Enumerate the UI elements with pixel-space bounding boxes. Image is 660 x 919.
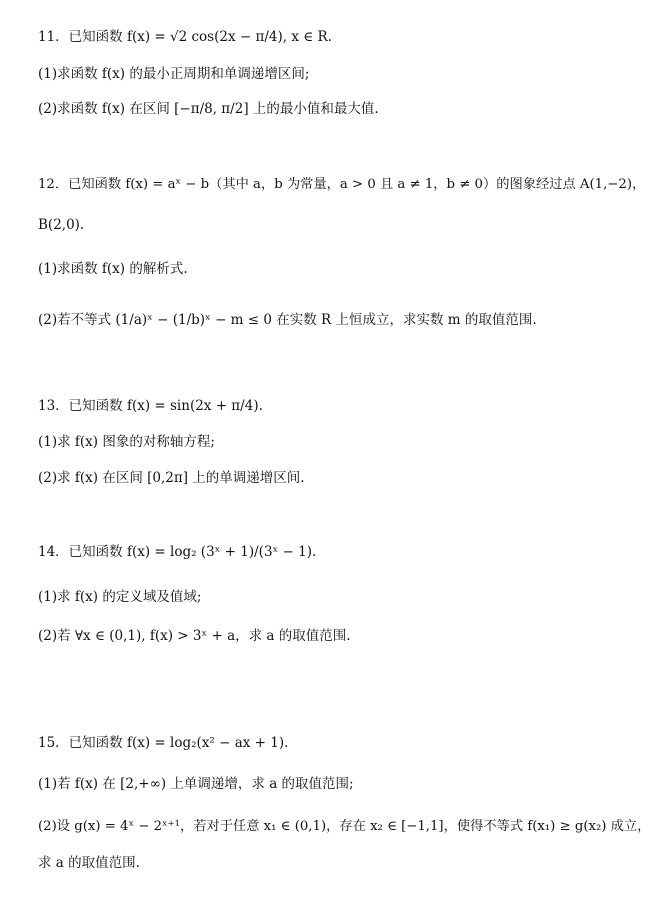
problem-15-stem: 15．已知函数 f(x) = log₂(x² − ax + 1). [38,735,289,751]
problem-11-part-1: (1)求函数 f(x) 的最小正周期和单调递增区间; [38,66,310,82]
problem-11-stem: 11．已知函数 f(x) = √2 cos(2x − π/4), x ∈ R. [38,29,332,45]
problem-14-part-1: (1)求 f(x) 的定义域及值域; [38,589,202,605]
problem-13-stem: 13．已知函数 f(x) = sin(2x + π/4). [38,398,263,414]
problem-15-part-1: (1)若 f(x) 在 [2,+∞) 上单调递增，求 a 的取值范围; [38,776,354,792]
problem-14-part-2: (2)若 ∀x ∈ (0,1), f(x) > 3ˣ + a，求 a 的取值范围. [38,628,351,644]
problem-13-part-2: (2)求 f(x) 在区间 [0,2π] 上的单调递增区间. [38,470,305,486]
problem-13-part-1: (1)求 f(x) 图象的对称轴方程; [38,434,215,450]
problem-12-part-1: (1)求函数 f(x) 的解析式. [38,261,188,277]
problem-15-part-2: (2)设 g(x) = 4ˣ − 2ˣ⁺¹，若对于任意 x₁ ∈ (0,1)，存在 x₂ ∈ [−1,1]，使得不等式 f(x₁) ≥ g(x₂) 成立， [38,819,651,834]
problem-11-part-2: (2)求函数 f(x) 在区间 [−π/8, π/2] 上的最小值和最大值. [38,101,379,117]
problem-12-stem: 12．已知函数 f(x) = aˣ − b（其中 a，b 为常量，a > 0 且 a ≠ 1，b ≠ 0）的图象经过点 A(1,−2)， [38,177,646,192]
problem-12-part-2: (2)若不等式 (1/a)ˣ − (1/b)ˣ − m ≤ 0 在实数 R 上恒成立，求实数 m 的取值范围. [38,312,537,328]
problem-12-stem-cont: B(2,0). [38,217,85,233]
problem-15-part-2-cont: 求 a 的取值范围. [38,855,140,871]
problem-14-stem: 14．已知函数 f(x) = log₂ (3ˣ + 1)/(3ˣ − 1). [38,544,317,560]
